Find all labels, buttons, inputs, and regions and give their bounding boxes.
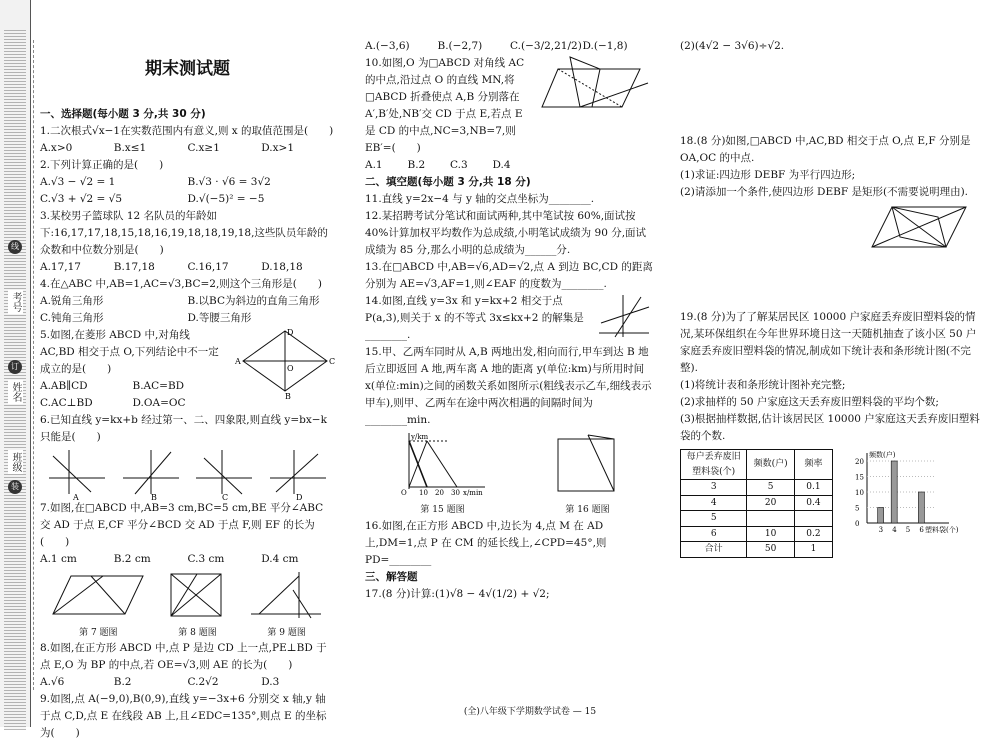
fig15-ylabel: y/km: [410, 433, 428, 441]
option: A.1 cm: [40, 552, 77, 565]
fig15-tick: O: [400, 489, 407, 497]
option: B.2: [407, 159, 426, 171]
option: C.钝角三角形: [40, 311, 104, 324]
page-footer: (全)八年级下学期数学试卷 — 15: [463, 707, 597, 717]
fold-figure: [540, 55, 655, 125]
q8-options: [40, 674, 335, 691]
figure-9-caption: 第 9 题图: [267, 627, 306, 638]
question-18: 18.(8 分)如图,□ABCD 中,AC,BD 相交于点 O,点 E,F 分别是 OA,OC 的中点.: [680, 135, 971, 164]
option: A.√6: [40, 676, 65, 689]
question-12: 12.某招聘考试分笔试和面试两种,其中笔试按 60%,面试按 40%计算加权平均数作为总成绩,小明笔试成绩为 90 分,面试成绩为 85 分,那么小明的总成绩为______分.: [365, 210, 647, 256]
table-cell: 1: [794, 542, 832, 558]
table-row: [681, 542, 833, 558]
cut-line: [33, 40, 34, 690]
table-cell: 10: [747, 526, 795, 542]
figure-16: [552, 431, 624, 518]
question-19: 19.(8 分)为了了解某居民区 10000 户家庭丢弃废旧塑料袋的情况,某环保组织在今年世界环境日这一天随机抽查了该小区 50 户家庭丢弃废旧塑料袋的情况,制成如下统计表和条形统计图(不完整).: [680, 311, 977, 374]
rhombus-figure: [235, 327, 336, 401]
option: A.1: [365, 159, 383, 171]
figures-7-8-9: [40, 570, 335, 641]
option: D.(−1,8): [582, 40, 628, 52]
graph-label: B: [150, 492, 157, 502]
q2-options: [40, 174, 335, 208]
option: C.√3 + √2 = √5: [40, 192, 123, 205]
coordinate-figure: [249, 570, 324, 620]
option: B.AC=BD: [132, 379, 185, 392]
column-1: [40, 38, 335, 742]
graph-option-c: [194, 448, 254, 500]
x-tick-label: 4: [892, 526, 897, 534]
graph-option-d: [268, 448, 328, 500]
fig15-tick: 10: [418, 489, 428, 497]
column-2: [365, 38, 655, 603]
option: B.2: [113, 676, 132, 689]
question-18-part-2: (2)请添加一个条件,使四边形 DEBF 是矩形(不需要说明理由).: [680, 186, 969, 198]
option: A.x>0: [40, 141, 73, 154]
option: A.√3 − √2 = 1: [40, 175, 116, 188]
question-10: 10.如图,O 为□ABCD 对角线 AC 的中点,沿过点 O 的直线 MN,将□ABCD 折叠使点 A,B 分别落在 A′,B′处,NB′交 CD 于点 E,若点 E 是 CD 的中点,NC=3,NB=7,则 EB′=( ): [365, 57, 525, 154]
table-row: [681, 480, 833, 496]
figure-8-caption: 第 8 题图: [178, 627, 217, 638]
table-row: [681, 511, 833, 527]
question-2: 2.下列计算正确的是( ): [40, 158, 164, 171]
distance-time-graph: [397, 431, 489, 497]
graph-label: D: [296, 492, 303, 502]
q10-options: [365, 157, 535, 174]
figure-7: [51, 570, 146, 641]
page-title: 期末测试题: [145, 59, 230, 79]
margin-dot-order: 订: [8, 360, 22, 374]
question-5: 5.如图,在菱形 ABCD 中,对角线 AC,BD 相交于点 O,下列结论中不一定成立的是( ): [40, 328, 219, 375]
option: C.2√2: [187, 676, 219, 689]
question-4: 4.在△ABC 中,AB=1,AC=√3,BC=2,则这个三角形是( ): [40, 277, 322, 290]
column-3: [680, 38, 980, 558]
section-answer-title: 三、解答题: [365, 570, 418, 583]
fig15-xlabel: x/min: [462, 489, 483, 497]
x-tick-label: 6: [919, 526, 924, 534]
option: C.x≥1: [187, 141, 220, 154]
option: D.√(−5)² = −5: [187, 192, 265, 205]
section-choice-title: 一、选择题(每小题 3 分,共 30 分): [40, 107, 206, 120]
question-8: 8.如图,在正方形 ABCD 中,点 P 是边 CD 上一点,PE⊥BD 于点 E,O 为 BP 的中点,若 OE=√3,则 AE 的长为( ): [40, 642, 327, 672]
table-cell: 0.2: [794, 526, 832, 542]
question-19-part-2: (2)求抽样的 50 户家庭这天丢弃废旧塑料袋的平均个数;: [680, 396, 939, 408]
table-header: 频数(户): [747, 450, 795, 480]
option: B.(−2,7): [437, 40, 483, 52]
figure-7-caption: 第 7 题图: [79, 627, 118, 638]
svg-text:O: O: [287, 363, 294, 373]
figure-15: [397, 431, 489, 518]
margin-label-exam-no: 考号: [10, 292, 21, 312]
option: C.3: [450, 159, 468, 171]
x-axis-label: 塑料袋(个): [925, 526, 959, 534]
figure-16-caption: 第 16 题图: [565, 505, 610, 515]
question-17-part-2: (2)(4√2 − 3√6)÷√2.: [680, 40, 785, 52]
option: C.16,17: [187, 260, 229, 273]
option: B.x≤1: [113, 141, 147, 154]
table-cell: 0.4: [794, 495, 832, 511]
bar: [918, 492, 924, 523]
option: D.OA=OC: [132, 396, 186, 409]
graph-option-b: [121, 448, 181, 500]
parallelogram-figure: [51, 570, 146, 620]
table-cell: 50: [747, 542, 795, 558]
table-cell: 4: [681, 495, 747, 511]
option: D.4 cm: [261, 552, 299, 565]
question-17: 17.(8 分)计算:(1)√8 − 4√(1/2) + √2;: [365, 587, 550, 600]
q7-options: [40, 551, 335, 568]
q9-options: [365, 38, 655, 55]
question-5-block: [40, 327, 335, 412]
option: A.(−3,6): [365, 40, 410, 52]
table-cell: 5: [681, 511, 747, 527]
y-tick-label: 15: [855, 473, 864, 482]
table-cell: [794, 511, 832, 527]
option: A.锐角三角形: [40, 294, 104, 307]
option: B.2 cm: [113, 552, 151, 565]
frequency-table: [680, 449, 833, 558]
question-9: 9.如图,点 A(−9,0),B(0,9),直线 y=−3x+6 分别交 x 轴,y 轴于点 C,D,点 E 在线段 AB 上,且∠EDC=135°,则点 E 的坐标为( ): [40, 693, 327, 740]
q5-options: [40, 378, 225, 412]
figure-15-caption: 第 15 题图: [420, 505, 465, 515]
bar: [878, 508, 884, 524]
svg-text:C: C: [329, 356, 336, 366]
table-cell: 20: [747, 495, 795, 511]
table-cell: 3: [681, 480, 747, 496]
x-tick-label: 5: [905, 526, 911, 534]
option: B.17,18: [113, 260, 155, 273]
svg-text:B: B: [285, 391, 291, 401]
square-abcd-figure: [552, 431, 624, 497]
figure-9: [249, 570, 324, 641]
binding-margin: [0, 0, 31, 727]
table-header-row: [681, 450, 833, 480]
question-10-block: [365, 55, 655, 174]
q6-graphs: [40, 448, 335, 500]
option: A.AB∥CD: [40, 379, 88, 392]
option: D.x>1: [261, 141, 295, 154]
q3-options: [40, 259, 335, 276]
option: C.3 cm: [187, 552, 225, 565]
question-1: 1.二次根式√x−1在实数范围内有意义,则 x 的取值范围是( ): [40, 124, 334, 137]
option: D.等腰三角形: [187, 311, 252, 324]
q1-options: [40, 140, 335, 157]
question-15: 15.甲、乙两车同时从 A,B 两地出发,相向而行,甲车到达 B 地后立即返回 A 地,两车离 A 地的距离 y(单位:km)与所用时间 x(单位:min)之间的函数关系如图所示(粗线表示乙车,细线表示甲车),则甲、乙两车在途中两次相遇的间隔时间为________min.: [365, 346, 652, 426]
table-row: [681, 526, 833, 542]
stats-block: [680, 449, 980, 558]
question-16: 16.如图,在正方形 ABCD 中,边长为 4,点 M 在 AD 上,DM=1,点 P 在 CM 的延长线上,∠CPD=45°,则 PD=________: [365, 519, 607, 566]
figure-18: [870, 201, 970, 255]
question-3: 3.某校男子篮球队 12 名队员的年龄如下:16,17,17,18,15,18,16,19,18,18,19,18,这些队员年龄的众数和中位数分别是( ): [40, 209, 328, 256]
table-header: 每户丢弃废旧塑料袋(个): [681, 450, 747, 480]
margin-dot-bind: 装: [8, 480, 22, 494]
bar: [891, 461, 897, 523]
graph-label: A: [72, 492, 79, 502]
option: D.4: [492, 159, 511, 171]
svg-text:A: A: [235, 356, 241, 366]
figure-14: [597, 293, 652, 339]
y-tick-label: 0: [855, 520, 860, 528]
figure-8: [167, 570, 227, 641]
square-figure: [167, 570, 227, 620]
option: B.以BC为斜边的直角三角形: [187, 294, 320, 307]
question-18-part-1: (1)求证:四边形 DEBF 为平行四边形;: [680, 169, 856, 181]
table-cell: 0.1: [794, 480, 832, 496]
margin-dot-line: 线: [8, 240, 22, 254]
question-6: 6.已知直线 y=kx+b 经过第一、二、四象限,则直线 y=bx−k 只能是( ): [40, 413, 327, 443]
option: A.17,17: [40, 260, 81, 273]
margin-label-class: 班级: [10, 452, 21, 472]
fig15-tick: 30: [450, 489, 460, 497]
option: C.(−3/2,21/2): [510, 40, 582, 52]
question-19-part-3: (3)根据抽样数据,估计该居民区 10000 户家庭这天丢弃废旧塑料袋的个数.: [680, 413, 980, 442]
question-13: 13.在□ABCD 中,AB=√6,AD=√2,点 A 到边 BC,CD 的距离分别为 AE=√3,AF=1,则∠EAF 的度数为________.: [365, 261, 653, 290]
table-header: 频率: [794, 450, 832, 480]
option: C.AC⊥BD: [40, 396, 93, 409]
answer-space: [680, 55, 980, 133]
option: B.√3 · √6 = 3√2: [187, 175, 271, 188]
margin-label-name: 姓名: [10, 382, 21, 402]
question-19-part-1: (1)将统计表和条形统计图补充完整;: [680, 379, 846, 391]
q4-options: [40, 293, 335, 327]
question-14-block: [365, 293, 655, 344]
table-cell: 6: [681, 526, 747, 542]
bar-chart: [845, 449, 980, 541]
question-7: 7.如图,在□ABCD 中,AB=3 cm,BC=5 cm,BE 平分∠ABC 交 AD 于点 E,CF 平分∠BCD 交 AD 于点 F,则 EF 的长为( ): [40, 501, 324, 548]
y-axis-label: 频数(户): [869, 451, 896, 459]
table-cell: 合计: [681, 542, 747, 558]
section-fill-title: 二、填空题(每小题 3 分,共 18 分): [365, 176, 531, 188]
y-tick-label: 20: [855, 458, 864, 466]
table-row: [681, 495, 833, 511]
graph-label: C: [222, 492, 229, 502]
option: D.18,18: [261, 260, 303, 273]
question-11: 11.直线 y=2x−4 与 y 轴的交点坐标为________.: [365, 193, 595, 205]
x-tick-label: 3: [878, 526, 884, 534]
table-cell: 5: [747, 480, 795, 496]
y-tick-label: 5: [855, 504, 860, 513]
question-14: 14.如图,直线 y=3x 和 y=kx+2 相交于点 P(a,3),则关于 x 的不等式 3x≤kx+2 的解集是________.: [365, 295, 584, 341]
table-cell: [747, 511, 795, 527]
fig15-tick: 20: [434, 489, 444, 497]
svg-text:D: D: [287, 327, 294, 337]
option: D.3: [261, 676, 280, 689]
figures-15-16: [365, 431, 655, 518]
y-tick-label: 10: [855, 489, 864, 497]
graph-option-a: [47, 448, 107, 500]
answer-space: [680, 261, 980, 309]
